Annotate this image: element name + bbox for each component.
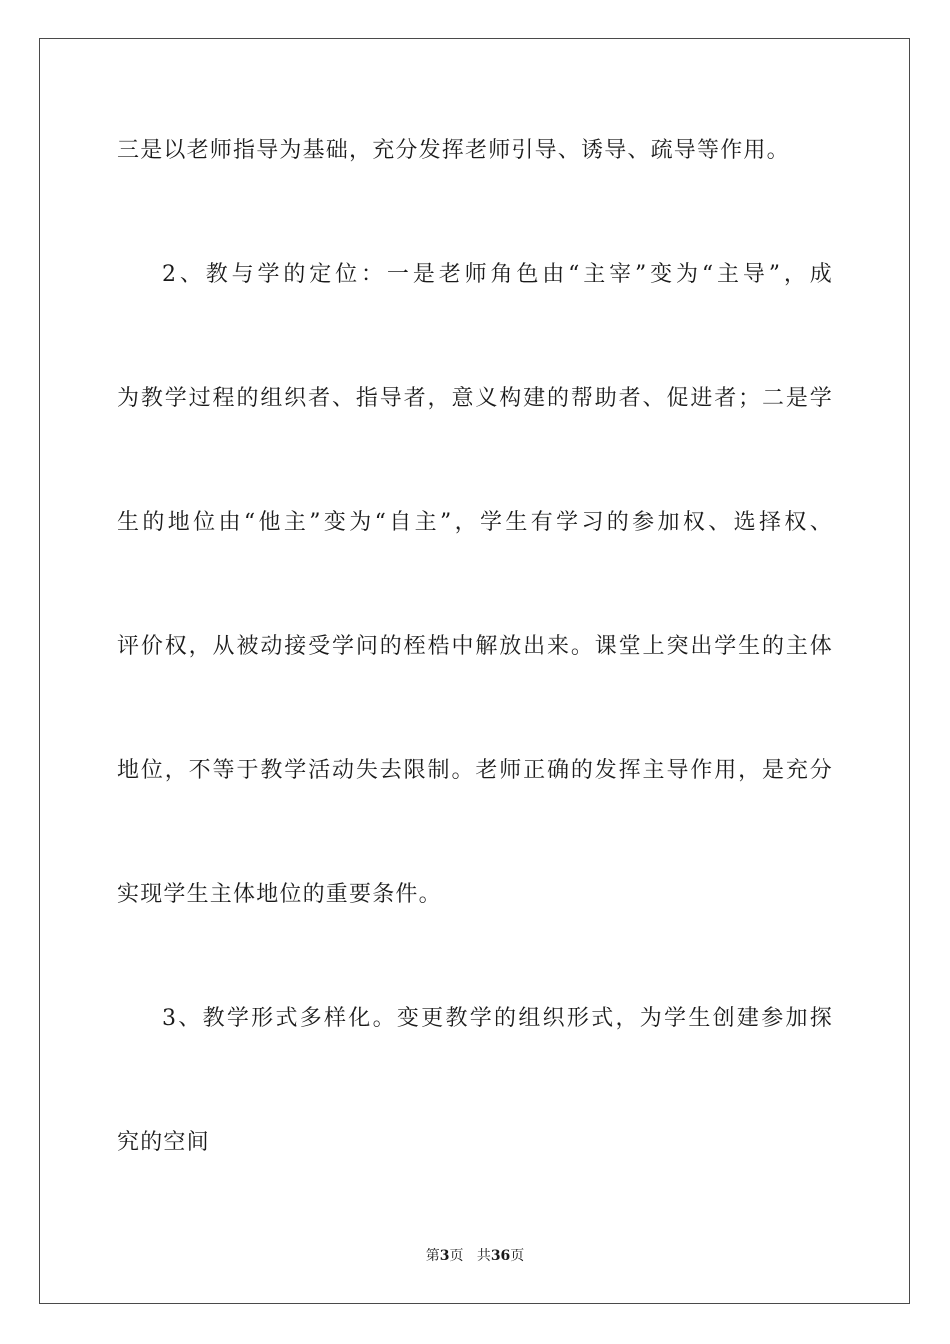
current-page-number: 3 [439,1248,450,1264]
text-line-content: 三是以老师指导为基础，充分发挥老师引导、诱导、疏导等作用。 [117,138,790,163]
text-line [117,632,837,662]
text-line-content: 2、教与学的定位：一是老师角色由“主宰”变为“主导”，成 [162,262,836,287]
text-line-content: 生的地位由“他主”变为“自主”，学生有学习的参加权、选择权、 [117,510,836,535]
paragraph-start-line [162,260,882,290]
text-line-content: 评价权，从被动接受学问的桎梏中解放出来。课堂上突出学生的主体 [117,634,834,659]
text-line-content: 地位，不等于教学活动失去限制。老师正确的发挥主导作用，是充分 [117,758,834,783]
text-line-content: 3、教学形式多样化。变更教学的组织形式，为学生创建参加探 [162,1006,835,1031]
text-line [117,384,837,414]
page-border [39,38,910,1304]
page-footer [0,1246,950,1266]
footer-total-prefix: 共 [476,1248,491,1264]
footer-total-label: 页 [510,1248,525,1264]
total-page-count: 36 [490,1248,511,1264]
footer-prefix: 第 [425,1248,440,1264]
text-line [117,136,837,166]
text-line [117,1128,837,1158]
text-line [117,756,837,786]
footer-page-label: 页 [449,1248,464,1264]
text-line-content: 为教学过程的组织者、指导者，意义构建的帮助者、促进者；二是学 [117,386,834,411]
text-line-content: 实现学生主体地位的重要条件。 [117,882,442,907]
text-line [117,508,837,538]
paragraph-start-line [162,1004,882,1034]
text-line [117,880,837,910]
text-line-content: 究的空间 [117,1130,210,1155]
